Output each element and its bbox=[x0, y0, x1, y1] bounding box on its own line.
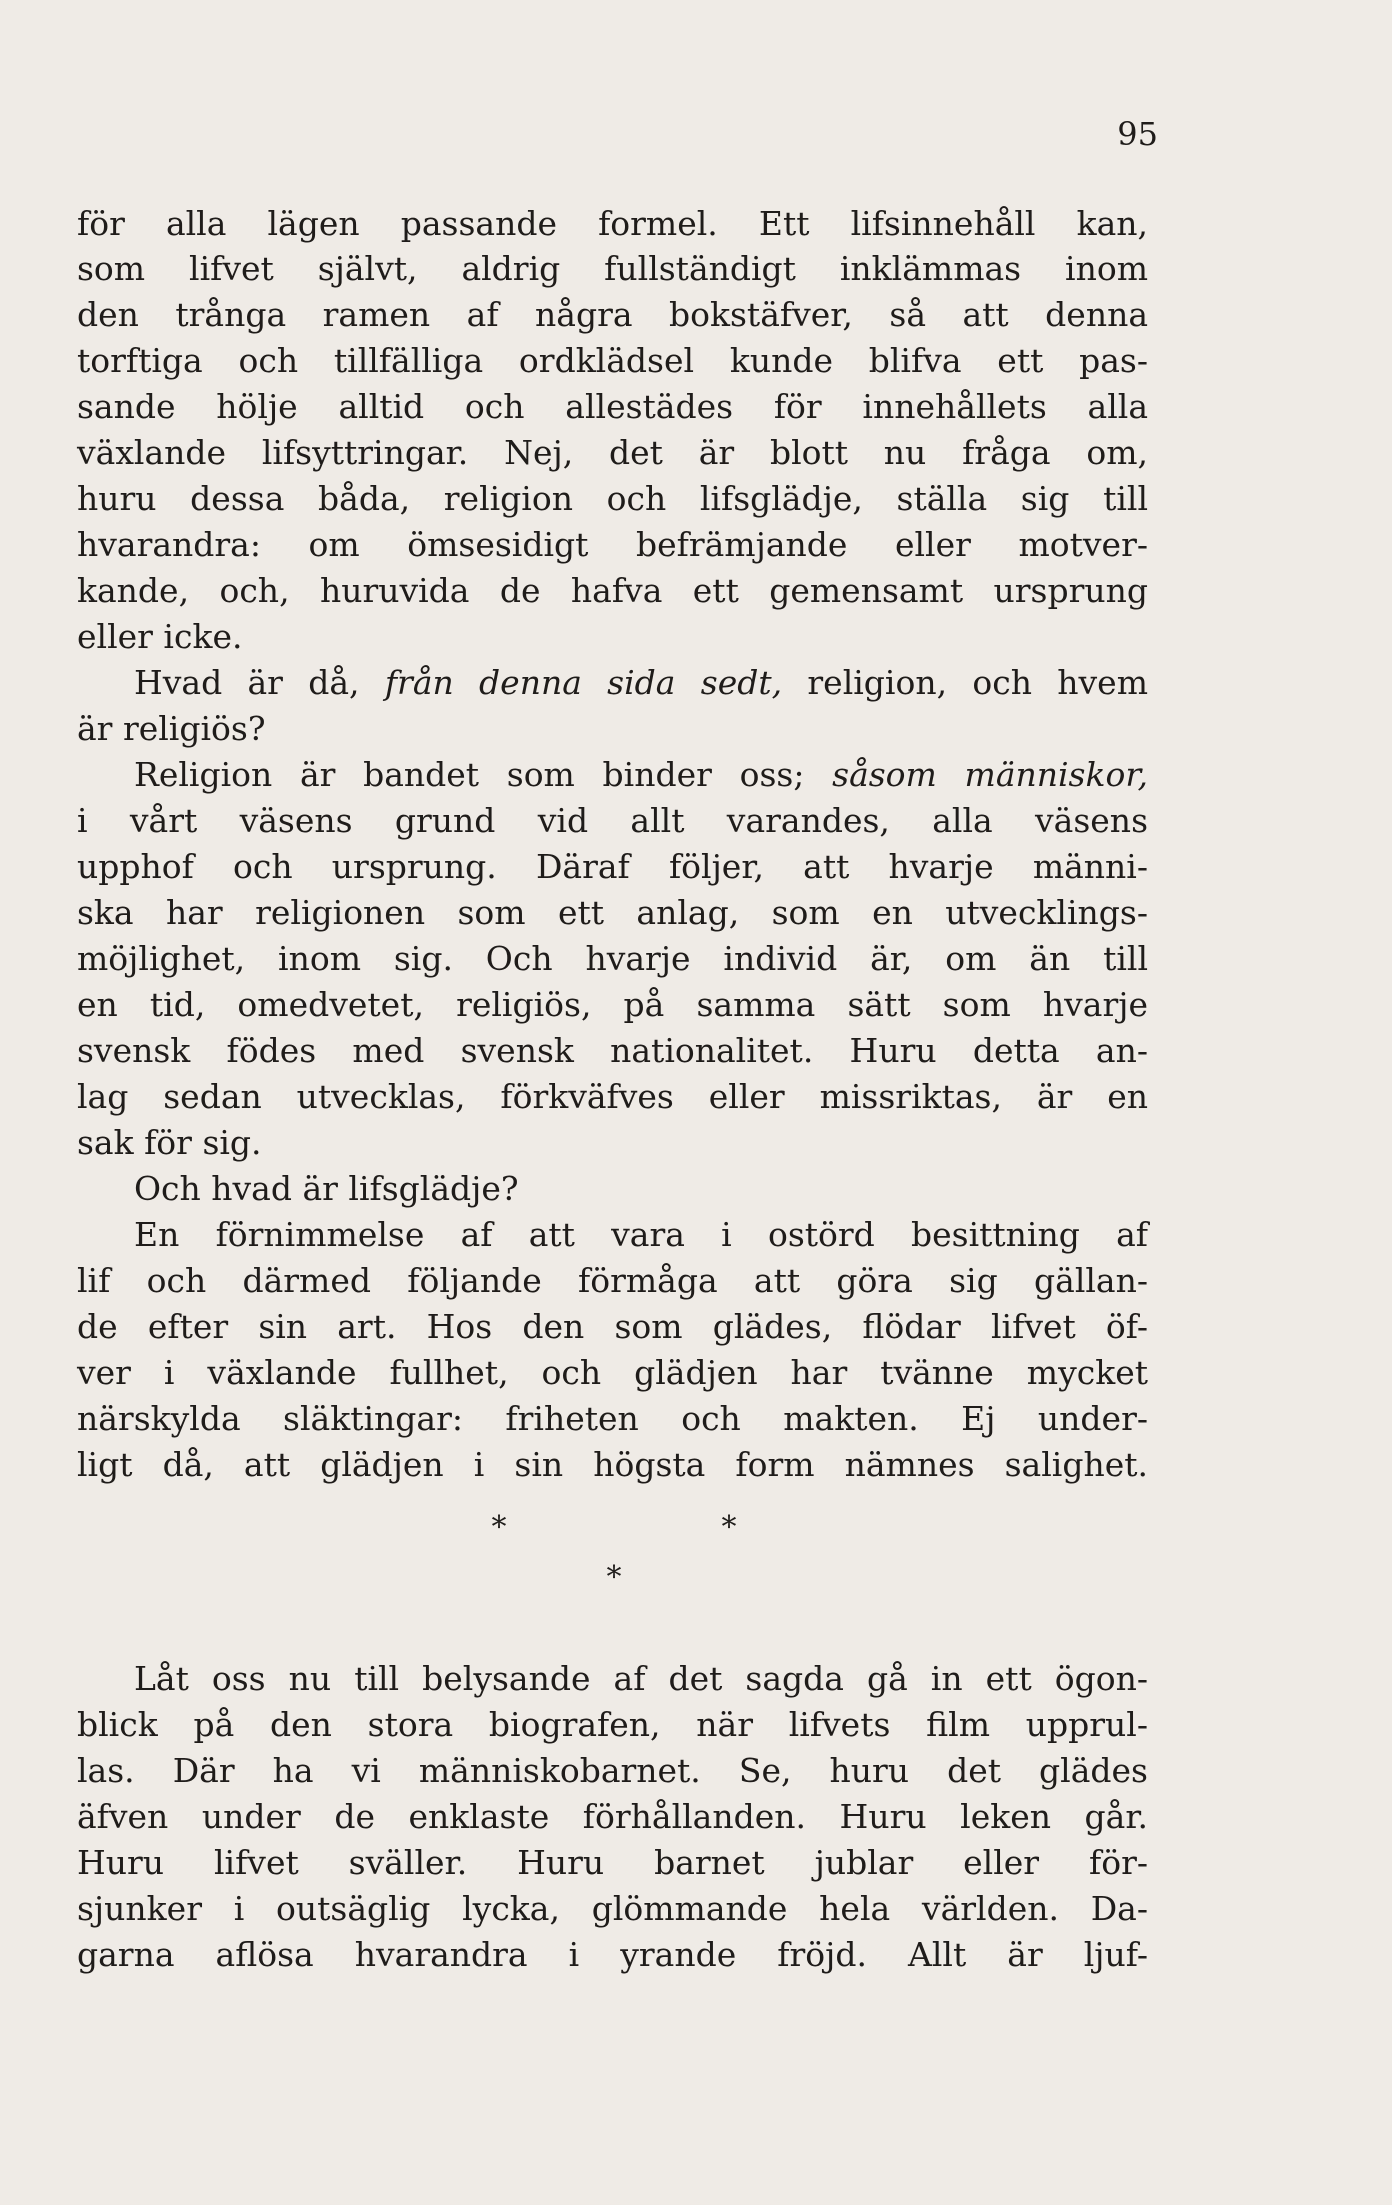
text-line: som lifvet självt, aldrig fullständigt inklämmas inom bbox=[77, 249, 1148, 288]
text-line: ligt då, att glädjen i sin högsta form nämnes salighet. bbox=[77, 1445, 1148, 1484]
text-line: garna aflösa hvarandra i yrande fröjd. Allt är ljuf- bbox=[77, 1935, 1148, 1974]
asterisk-ornament: * bbox=[606, 1560, 622, 1595]
text-line: torftiga och tillfälliga ordklädsel kunde blifva ett pas- bbox=[77, 341, 1148, 380]
text-line bbox=[134, 660, 1148, 706]
text-line: blick på den stora biografen, när lifvets film upprul- bbox=[77, 1705, 1148, 1744]
text-line: sande hölje alltid och allestädes för innehållets alla bbox=[77, 387, 1148, 426]
text-line: möjlighet, inom sig. Och hvarje individ är, om än till bbox=[77, 939, 1148, 978]
text-line: ver i växlande fullhet, och glädjen har tvänne mycket bbox=[77, 1353, 1148, 1392]
text-line: i vårt väsens grund vid allt varandes, alla väsens bbox=[77, 801, 1148, 840]
text-line: upphof och ursprung. Däraf följer, att hvarje männi- bbox=[77, 847, 1148, 886]
text-line: lif och därmed följande förmåga att göra sig gällan- bbox=[77, 1261, 1148, 1300]
text-line: den trånga ramen af några bokstäfver, så att denna bbox=[77, 295, 1148, 334]
text-line: las. Där ha vi människobarnet. Se, huru det glädes bbox=[77, 1751, 1148, 1790]
text-line: närskylda släktingar: friheten och makten. Ej under- bbox=[77, 1399, 1148, 1438]
text-line: Huru lifvet sväller. Huru barnet jublar eller för- bbox=[77, 1843, 1148, 1882]
text-line: Och hvad är lifsglädje? bbox=[134, 1169, 519, 1208]
text-line: kande, och, huruvida de hafva ett gemensamt ursprung bbox=[77, 571, 1148, 610]
text-line: eller icke. bbox=[77, 617, 243, 656]
text-line: huru dessa båda, religion och lifsglädje, ställa sig till bbox=[77, 479, 1148, 518]
text-line: de efter sin art. Hos den som glädes, flödar lifvet öf- bbox=[77, 1307, 1148, 1346]
text-line: Låt oss nu till belysande af det sagda gå in ett ögon- bbox=[134, 1659, 1148, 1698]
italic-phrase: såsom människor, bbox=[832, 755, 1148, 794]
text-line: ska har religionen som ett anlag, som en utvecklings- bbox=[77, 893, 1148, 932]
text-span: Religion är bandet som binder oss; bbox=[134, 755, 833, 794]
page-number: 95 bbox=[1117, 115, 1158, 153]
text-line: En förnimmelse af att vara i ostörd besittning af bbox=[134, 1215, 1148, 1254]
text-line: en tid, omedvetet, religiös, på samma sätt som hvarje bbox=[77, 985, 1148, 1024]
text-span: religion, och hvem bbox=[782, 663, 1148, 702]
text-line bbox=[134, 752, 1148, 798]
asterisk-ornament: * bbox=[491, 1510, 507, 1545]
text-line: för alla lägen passande formel. Ett lifsinnehåll kan, bbox=[77, 204, 1148, 243]
italic-phrase: från denna sida sedt, bbox=[384, 663, 783, 702]
text-line: sjunker i outsäglig lycka, glömmande hela världen. Da- bbox=[77, 1889, 1148, 1928]
text-span: Hvad är då, bbox=[134, 663, 385, 702]
text-line: hvarandra: om ömsesidigt befrämjande eller motver- bbox=[77, 525, 1148, 564]
text-line: svensk födes med svensk nationalitet. Huru detta an- bbox=[77, 1031, 1148, 1070]
text-line: äfven under de enklaste förhållanden. Huru leken går. bbox=[77, 1797, 1148, 1836]
text-line: växlande lifsyttringar. Nej, det är blott nu fråga om, bbox=[77, 433, 1148, 472]
text-line: sak för sig. bbox=[77, 1123, 262, 1162]
text-line: är religiös? bbox=[77, 709, 266, 748]
text-line: lag sedan utvecklas, förkväfves eller missriktas, är en bbox=[77, 1077, 1148, 1116]
asterisk-ornament: * bbox=[721, 1510, 737, 1545]
